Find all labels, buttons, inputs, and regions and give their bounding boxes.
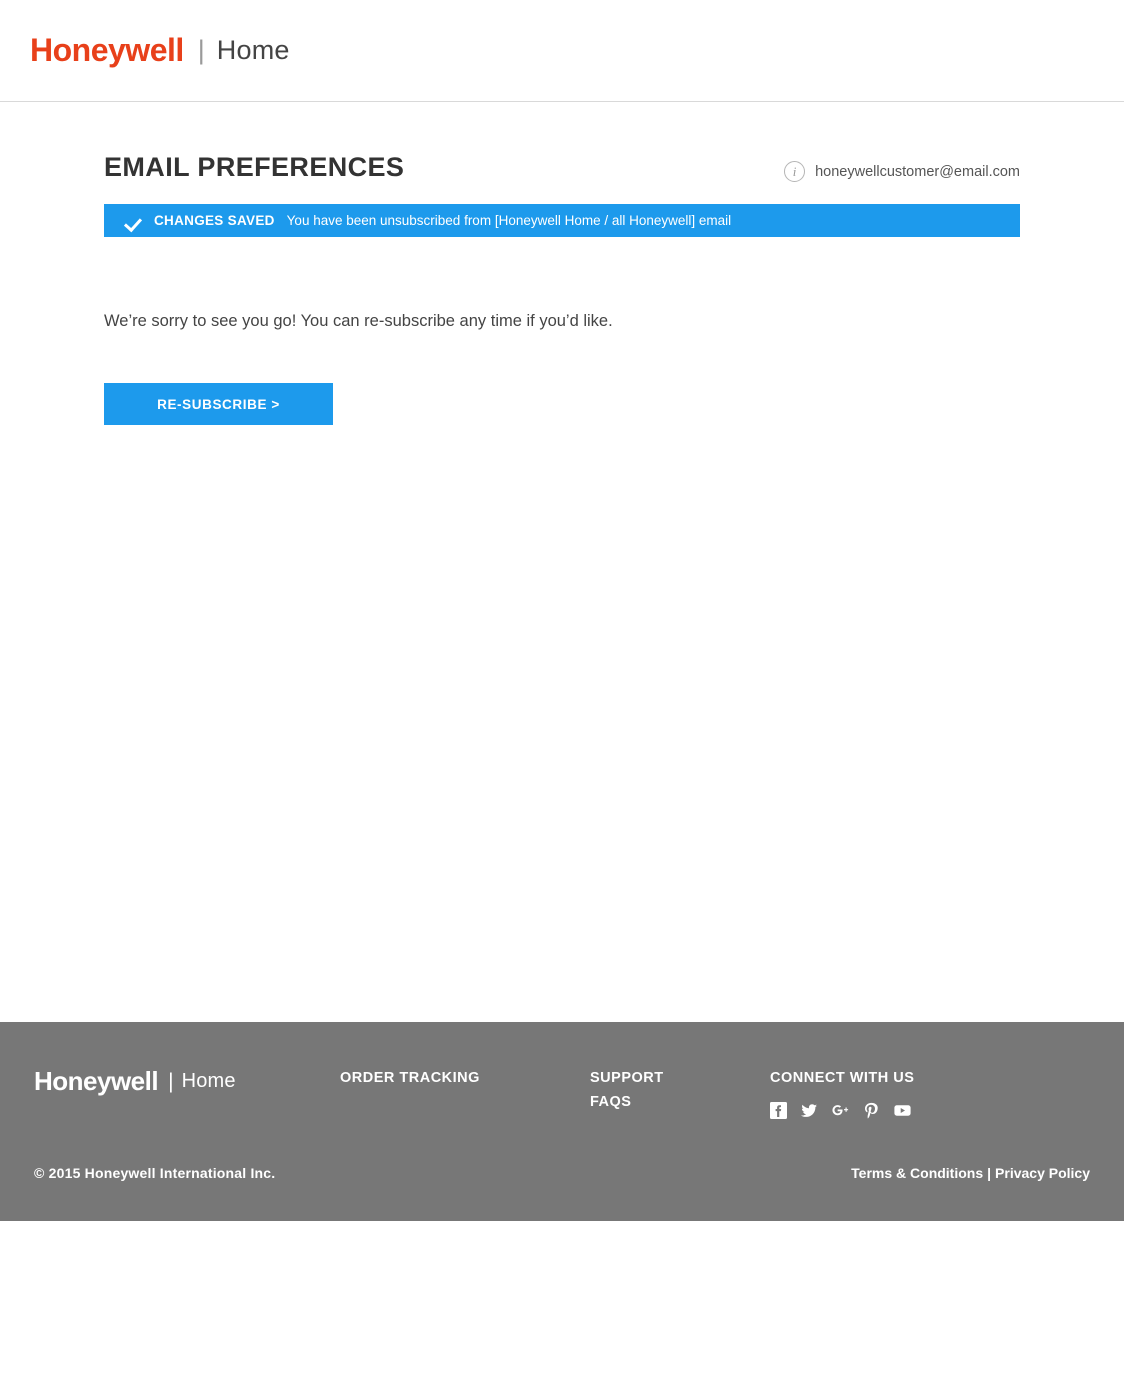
footer-bottom: [34, 1165, 1090, 1221]
status-banner: [104, 204, 1020, 237]
site-footer: [0, 1022, 1124, 1221]
status-message: You have been unsubscribed from [Honeywell Home / all Honeywell] email: [286, 213, 732, 228]
footer-link-order-tracking[interactable]: ORDER TRACKING: [340, 1070, 480, 1086]
site-header: [0, 0, 1124, 102]
title-row: [104, 102, 1020, 184]
account-info: [784, 161, 1020, 184]
logo-divider: |: [197, 35, 205, 65]
google-plus-icon[interactable]: [832, 1102, 849, 1119]
resubscribe-button[interactable]: RE-SUBSCRIBE >: [104, 383, 333, 425]
header-logo[interactable]: [30, 32, 290, 69]
footer-logo-divider: |: [168, 1070, 174, 1093]
status-badge: CHANGES SAVED: [154, 213, 275, 228]
footer-link-faqs[interactable]: FAQS: [590, 1094, 632, 1110]
footer-logo[interactable]: [34, 1052, 340, 1097]
social-links: [770, 1102, 914, 1119]
footer-top: [34, 1052, 1090, 1165]
page-title: EMAIL PREFERENCES: [104, 152, 405, 182]
footer-column-connect: [770, 1052, 914, 1119]
twitter-icon[interactable]: [801, 1102, 818, 1119]
check-icon: [126, 212, 144, 230]
main-content: [0, 102, 1124, 425]
connect-with-us-title: CONNECT WITH US: [770, 1070, 915, 1086]
footer-home-wordmark: Home: [181, 1070, 236, 1092]
body-copy: We’re sorry to see you go! You can re-subscribe any time if you’d like.: [104, 312, 613, 330]
home-wordmark: Home: [216, 35, 290, 65]
info-icon[interactable]: i: [784, 161, 805, 182]
terms-and-conditions-link[interactable]: Terms & Conditions: [851, 1165, 984, 1181]
legal-separator: |: [987, 1165, 992, 1181]
footer-column-order: [340, 1052, 590, 1094]
footer-link-support[interactable]: SUPPORT: [590, 1070, 664, 1086]
account-email: honeywellcustomer@email.com: [815, 163, 1020, 180]
facebook-icon[interactable]: [770, 1102, 787, 1119]
honeywell-wordmark: Honeywell: [30, 32, 184, 68]
footer-honeywell-wordmark: Honeywell: [34, 1066, 159, 1096]
copyright-text: © 2015 Honeywell International Inc.: [34, 1165, 276, 1181]
legal-links: [851, 1165, 1090, 1181]
privacy-policy-link[interactable]: Privacy Policy: [995, 1165, 1090, 1181]
footer-column-support: [590, 1052, 770, 1118]
youtube-icon[interactable]: [894, 1102, 911, 1119]
pinterest-icon[interactable]: [863, 1102, 880, 1119]
